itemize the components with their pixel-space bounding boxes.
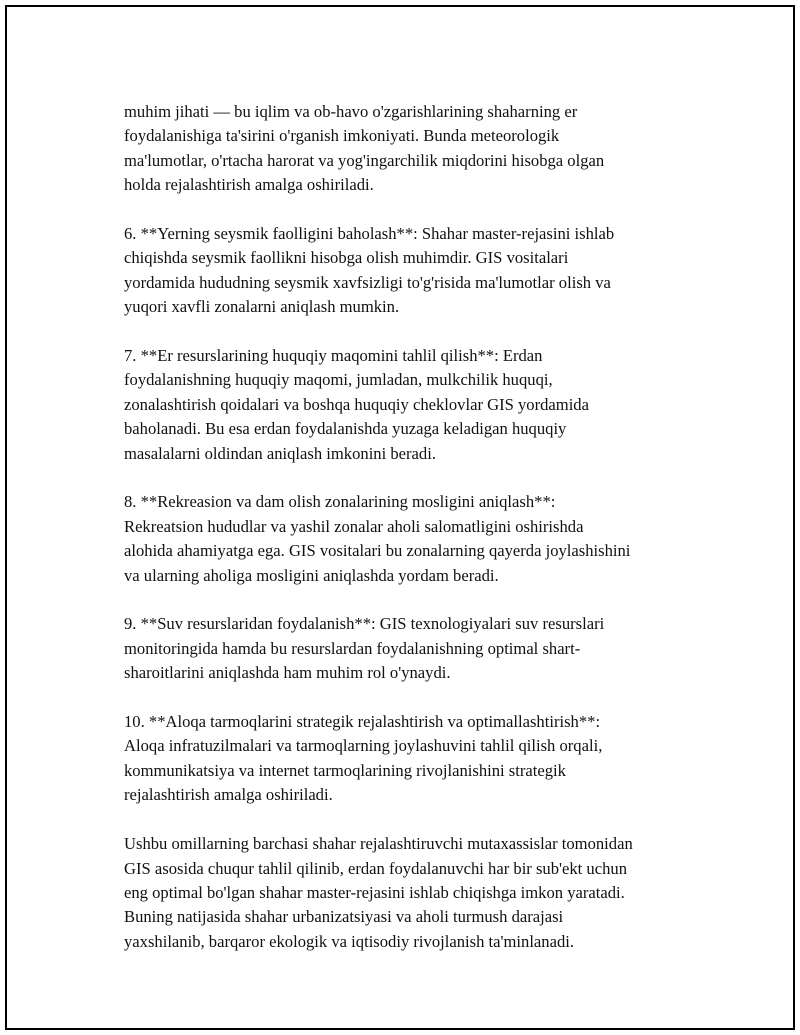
text-line: 9. **Suv resurslaridan foydalanish**: GIS texnologiyalari suv resurslari (124, 614, 605, 634)
paragraph-item-9 (124, 612, 704, 685)
paragraph-item-8 (124, 490, 704, 588)
text-line: 10. **Aloqa tarmoqlarini strategik rejalashtirish va optimallashtirish**: (124, 712, 601, 732)
paragraph-climate (124, 100, 704, 198)
text-line: ma'lumotlar, o'rtacha harorat va yog'ingarchilik miqdorini hisobga olgan (124, 150, 605, 170)
text-line: va ularning aholiga mosligini aniqlashda yordam beradi. (124, 565, 499, 585)
text-line: muhim jihati — bu iqlim va ob-havo o'zgarishlarining shaharning er (124, 102, 578, 121)
text-line: rejalashtirish amalga oshiriladi. (124, 785, 333, 805)
text-line: Ushbu omillarning barchasi shahar rejalashtiruvchi mutaxassislar tomonidan (124, 834, 633, 854)
paragraph-item-6 (124, 222, 704, 320)
text-line: foydalanishning huquqiy maqomi, jumladan, mulkchilik huquqi, (124, 370, 553, 390)
text-line: holda rejalashtirish amalga oshiriladi. (124, 175, 374, 195)
text-line: alohida ahamiyatga ega. GIS vositalari bu zonalarning qayerda joylashishini (124, 541, 631, 561)
paragraph-item-10 (124, 710, 704, 808)
text-line: yaxshilanib, barqaror ekologik va iqtisodiy rivojlanish ta'minlanadi. (124, 931, 575, 951)
text-line: foydalanishiga ta'sirini o'rganish imkoniyati. Bunda meteorologik (124, 126, 560, 146)
text-line: baholanadi. Bu esa erdan foydalanishda yuzaga keladigan huquqiy (124, 419, 567, 439)
text-line: Buning natijasida shahar urbanizatsiyasi va aholi turmush darajasi (124, 907, 564, 927)
text-line: yordamida hududning seysmik xavfsizligi to'g'risida ma'lumotlar olish va (124, 272, 611, 292)
text-line: Aloqa infratuzilmalari va tarmoqlarning joylashuvini tahlil qilish orqali, (124, 736, 603, 756)
text-line: masalalarni oldindan aniqlash imkonini beradi. (124, 443, 436, 463)
text-line: sharoitlarini aniqlashda ham muhim rol o'ynaydi. (124, 663, 451, 683)
text-line: chiqishda seysmik faollikni hisobga olish muhimdir. GIS vositalari (124, 248, 569, 268)
page-frame (5, 5, 795, 1030)
document-body (124, 100, 704, 979)
text-line: eng optimal bo'lgan shahar master-rejasini ishlab chiqishga imkon yaratadi. (124, 882, 625, 902)
text-line: yuqori xavfli zonalarni aniqlash mumkin. (124, 297, 400, 317)
paragraph-conclusion (124, 832, 704, 954)
text-line: Rekreatsion hududlar va yashil zonalar aholi salomatligini oshirishda (124, 516, 584, 536)
text-line: monitoringida hamda bu resurslardan foydalanishning optimal shart- (124, 638, 581, 658)
text-line: GIS asosida chuqur tahlil qilinib, erdan foydalanuvchi har bir sub'ekt uchun (124, 858, 627, 878)
paragraph-item-7 (124, 344, 704, 466)
text-line: 7. **Er resurslarining huquqiy maqomini tahlil qilish**: Erdan (124, 346, 543, 366)
text-line: 6. **Yerning seysmik faolligini baholash**: Shahar master-rejasini ishlab (124, 224, 615, 244)
text-line: zonalashtirish qoidalari va boshqa huquqiy cheklovlar GIS yordamida (124, 394, 589, 414)
text-line: 8. **Rekreasion va dam olish zonalarining mosligini aniqlash**: (124, 492, 556, 512)
text-line: kommunikatsiya va internet tarmoqlarining rivojlanishini strategik (124, 760, 566, 780)
